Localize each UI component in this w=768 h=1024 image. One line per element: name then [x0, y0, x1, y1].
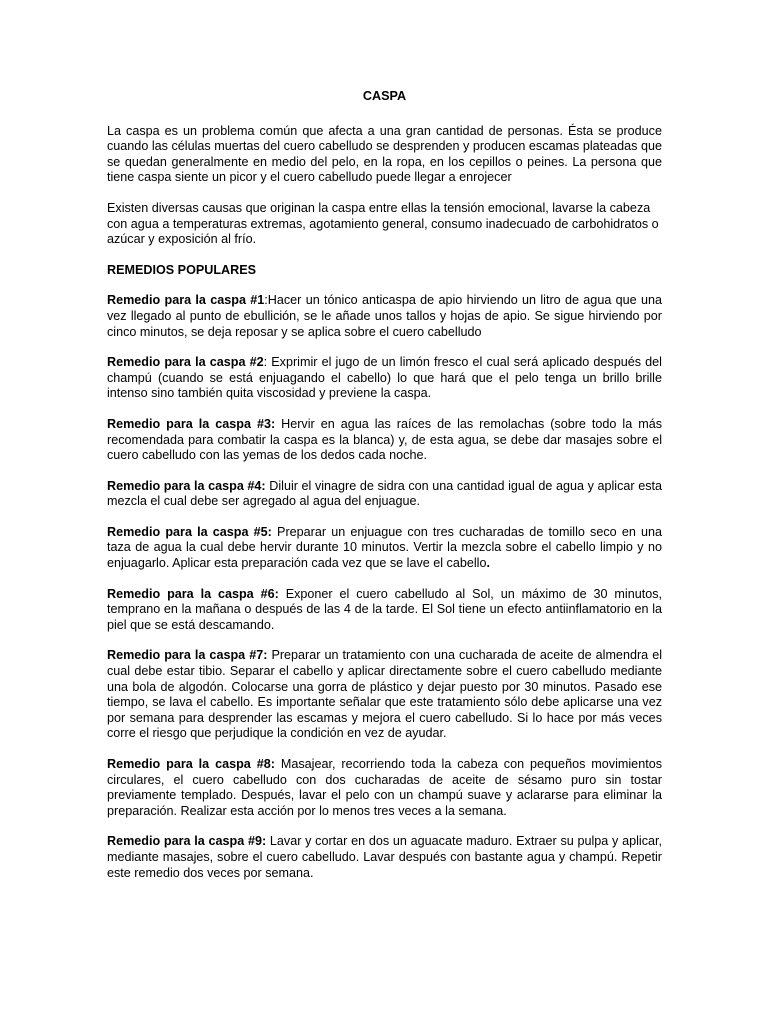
remedy-paragraph-9: [107, 834, 662, 881]
remedy-label: Remedio para la caspa #8:: [107, 757, 275, 771]
remedy-paragraph-7: [107, 648, 662, 742]
remedy-label: Remedio para la caspa #3:: [107, 416, 276, 431]
remedy-label: Remedio para la caspa #7:: [107, 648, 268, 663]
remedy-text: Lavar y cortar en dos un aguacate maduro. Extraer su pulpa y aplicar, mediante masajes, sobre el cuero cabelludo. Lavar después con bastante agua y champú. Repetir este remedio dos veces por semana.: [107, 834, 662, 880]
remedy-text: Masajear, recorriendo toda la cabeza con pequeños movimientos circulares, el cuero cabelludo con dos cucharadas de aceite de sésamo puro sin tostar previamente templado. Después, lavar el pelo con un champú suave y aclararse para eliminar la preparación. Realizar esta acción por lo menos tres veces a la semana.: [107, 757, 662, 818]
remedy-paragraph-1: [107, 293, 662, 340]
remedy-paragraph-8: [107, 757, 662, 819]
remedy-text: Hervir en agua las raíces de las remolachas (sobre todo la más recomendada para combatir la caspa es la blanca) y, de esta agua, se debe dar masajes sobre el cuero cabelludo con las yemas de los dedos cada noche.: [107, 416, 662, 463]
remedy-paragraph-3: [107, 417, 662, 464]
remedy-label: Remedio para la caspa #4:: [107, 478, 266, 493]
remedy-text: :Hacer un tónico anticaspa de apio hirviendo un litro de agua que una vez llegado al punto de ebullición, se le añade unos tallos y hojas de apio. Se sigue hirviendo por cinco minutos, se deja reposar y se aplica sobre el cuero cabelludo: [107, 293, 662, 339]
remedy-paragraph-2: [107, 355, 662, 402]
remedy-label: Remedio para la caspa #9:: [107, 834, 267, 849]
remedy-label: Remedio para la caspa #1: [107, 293, 265, 308]
remedy-label: Remedio para la caspa #6:: [107, 586, 279, 601]
remedy-paragraph-5: [107, 525, 662, 572]
intro-paragraph-1: La caspa es un problema común que afecta a una gran cantidad de personas. Ésta se produce cuando las células muertas del cuero cabelludo se desprenden y producen escamas plateadas que se quedan generalmente en medio del pelo, en la ropa, en los cepillos o peines. La persona que tiene caspa siente un picor y el cuero cabelludo puede llegar a enrojecer: [107, 123, 662, 185]
section-heading: REMEDIOS POPULARES: [107, 262, 257, 277]
document-page: [107, 89, 662, 896]
remedy-text: Preparar un enjuague con tres cucharadas de tomillo seco en una taza de agua la cual debe hervir durante 10 minutos. Vertir la mezcla sobre el cabello limpio y no enjuagarlo. Aplicar esta preparación cada vez que se lave el cabello: [107, 524, 663, 571]
remedy-paragraph-6: [107, 587, 662, 634]
remedy-paragraph-4: [107, 479, 662, 510]
intro-paragraph-2: Existen diversas causas que originan la caspa entre ellas la tensión emocional, lavarse la cabeza con agua a temperaturas extremas, agotamiento general, consumo inadecuado de carbohidratos o azúcar y exposición al frío.: [107, 200, 659, 247]
remedy-label: Remedio para la caspa #5:: [107, 524, 272, 539]
remedy-text: : Exprimir el jugo de un limón fresco el cual será aplicado después del champú (cuando se está enjuagando el cabello) lo que hará que el pelo tenga un brillo brille intenso sino también quita viscosidad y previene la caspa.: [107, 355, 662, 401]
remedy-label: Remedio para la caspa #2: [107, 355, 264, 370]
page-title: CASPA: [362, 89, 407, 103]
remedy-text: Diluir el vinagre de sidra con una cantidad igual de agua y aplicar esta mezcla el cual debe ser agregado al agua del enjuague.: [107, 478, 662, 509]
remedy-text: Exponer el cuero cabelludo al Sol, un máximo de 30 minutos, temprano en la mañana o después de las 4 de la tarde. El Sol tiene un efecto antiinflamatorio en la piel que se está descamando.: [107, 586, 662, 632]
remedy-text: Preparar un tratamiento con una cucharada de aceite de almendra el cual debe estar tibio. Separar el cabello y aplicar directamente sobre el cuero cabelludo mediante una bola de algodón. Colocarse una gorra de plástico y dejar puesto por 30 minutos. Pasado ese tiempo, se lava el cabello. Es importante señalar que este tratamiento sólo debe aplicarse una vez por semana para desprender las escamas y mejora el cuero cabelludo. Si lo hace por más veces corre el riesgo que perjudique la condición en vez de ayudar.: [107, 648, 662, 741]
remedy-trail: .: [486, 556, 490, 571]
